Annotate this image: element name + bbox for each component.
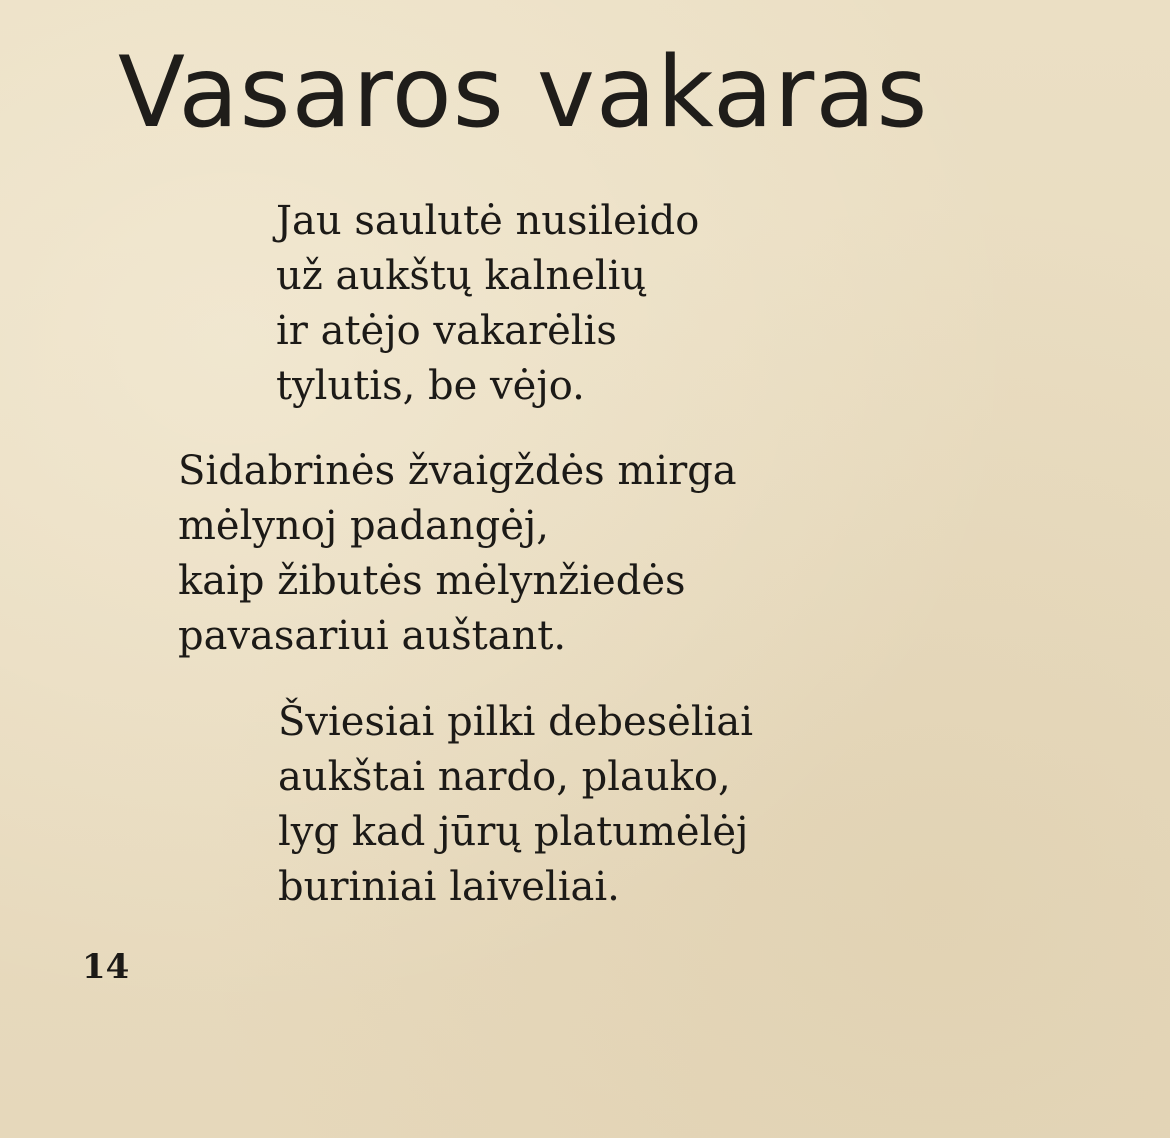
stanza-3	[278, 695, 753, 915]
page-number: 14	[82, 947, 130, 987]
stanza-line: ir atėjo vakarėlis	[276, 308, 617, 354]
stanza-line: už aukštų kalnelių	[276, 253, 647, 299]
stanza-line: Šviesiai pilki debesėliai	[278, 699, 754, 745]
stanza-line: buriniai laiveliai.	[278, 864, 620, 910]
stanza-1	[276, 194, 699, 414]
stanza-line: aukštai nardo, plauko,	[278, 754, 731, 800]
stanza-line: tylutis, be vėjo.	[276, 363, 585, 409]
stanza-line: lyg kad jūrų platumėlėj	[278, 809, 749, 855]
stanza-line: mėlynoj padangėj,	[178, 503, 550, 549]
stanza-line: kaip žibutės mėlynžiedės	[178, 558, 686, 604]
stanza-line: pavasariui auštant.	[178, 613, 567, 659]
poem-title: Vasaros vakaras	[118, 36, 929, 150]
stanza-line: Sidabrinės žvaigždės mirga	[178, 448, 737, 494]
stanza-line: Jau saulutė nusileido	[276, 198, 700, 244]
stanza-2	[178, 444, 737, 664]
